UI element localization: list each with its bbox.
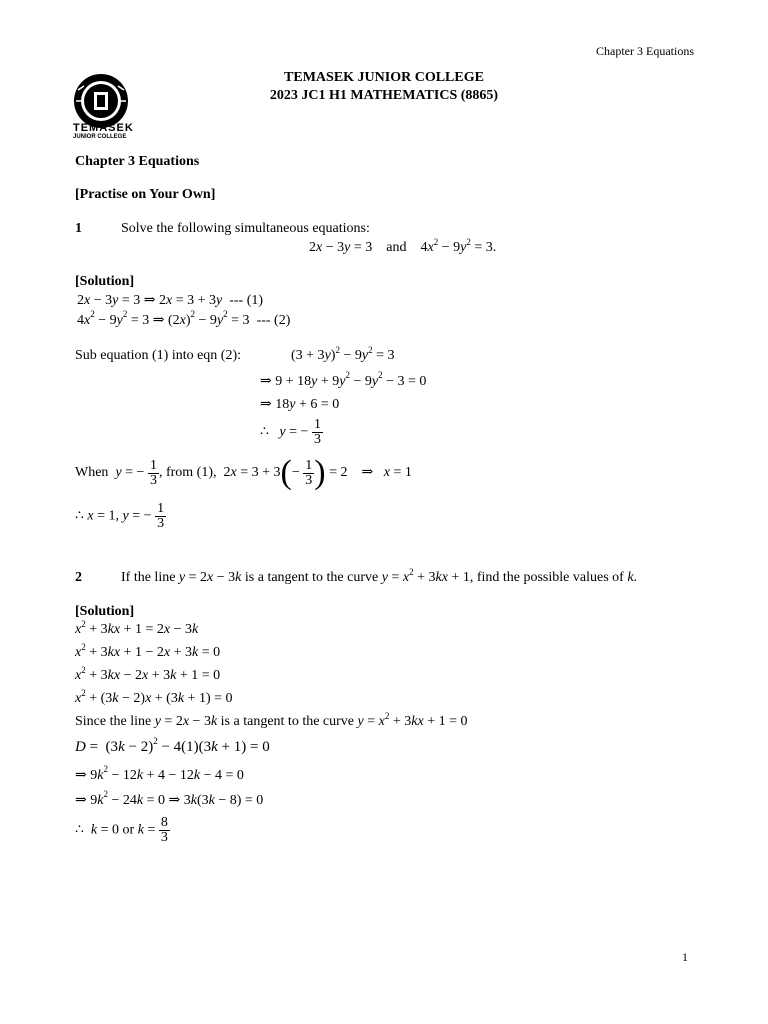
doc-title-2: 2023 JC1 H1 MATHEMATICS (8865) (269, 88, 499, 103)
q1-step-4: ⇒ $9 + 18y + 9y^2 - 9y^2 - 3 = 0$ (260, 370, 427, 389)
q2-step-8: ⇒ $9k^2 - 24k = 0$ ⇒ 3k(3k − 8) = 0 (75, 789, 264, 808)
q2-step-1: $x^2 + 3kx + 1 = 2x - 3k$ (75, 619, 199, 637)
q2-step-3: $x^2 + 3kx - 2x + 3k + 1 = 0$ (75, 665, 221, 683)
logo-wordmark: TEMASEK (73, 122, 134, 134)
q1-sub-text: Sub equation (1) into eqn (2): (75, 348, 242, 363)
practise-heading: [Practise on Your Own] (75, 187, 216, 202)
q2-step-6: $D = (3k - 2)^2 - 4(1)(3k + 1) = 0$ (75, 736, 270, 755)
chapter-heading: Chapter 3 Equations (75, 154, 200, 169)
doc-title-1: TEMASEK JUNIOR COLLEGE (284, 70, 484, 85)
q1-equations: 2x − 3y = 3 and $4x^2 - 9y^2 = 3$. (309, 237, 497, 255)
q2-step-4: $x^2 + (3k - 2)x + (3k + 1) = 0$ (75, 688, 233, 706)
q1-step-3: $(3 + 3y)^2 - 9y^2 = 3$ (291, 345, 395, 363)
page-number: 1 (682, 950, 688, 964)
q1-answer: ∴ x = 1, y = − $\frac{1}{3}$ (75, 501, 165, 531)
q1-step-5: ⇒ 18y + 6 = 0 (260, 397, 340, 412)
q1-step-6: ∴ y = − $\frac{1}{3}$ (260, 417, 321, 447)
q2-number: 2 (75, 570, 82, 585)
q1-solution-label: [Solution] (75, 274, 135, 289)
q2-step-2: $x^2 + 3kx + 1 - 2x + 3k = 0$ (75, 642, 221, 660)
q1-number: 1 (75, 221, 82, 236)
q1-when-line: When y = − $\frac{1}{3}$ , from (1), 2x = 3 + 3(− $\frac{1}{3}$ ) = 2 ⇒ x = 1 (75, 454, 412, 491)
q1-step-2: $4x^2 - 9y^2 = 3$ ⇒ $(2x)^2 - 9y^2 = 3$ --- (2) (77, 309, 291, 328)
q2-step-5: Since the line y = 2x − 3k is a tangent to the curve $y = x^2 + 3kx + 1 = 0$ (75, 711, 468, 729)
q2-answer: ∴ k = 0 or k = $\frac{8}{3}$ (75, 815, 168, 845)
running-header: Chapter 3 Equations (596, 44, 694, 58)
q2-text: If the line y = 2x − 3k is a tangent to the curve $y = x^2 + 3kx + 1$, find the possible values of k. (121, 567, 638, 585)
logo-subtext: JUNIOR COLLEGE (73, 134, 127, 140)
q2-step-7: ⇒ $9k^2 - 12k + 4 - 12k - 4 = 0$ (75, 764, 244, 783)
q1-text: Solve the following simultaneous equations: (121, 221, 370, 236)
q2-solution-label: [Solution] (75, 604, 135, 619)
q1-step-1: 2x − 3y = 3 ⇒ 2x = 3 + 3y --- (1) (77, 293, 264, 308)
